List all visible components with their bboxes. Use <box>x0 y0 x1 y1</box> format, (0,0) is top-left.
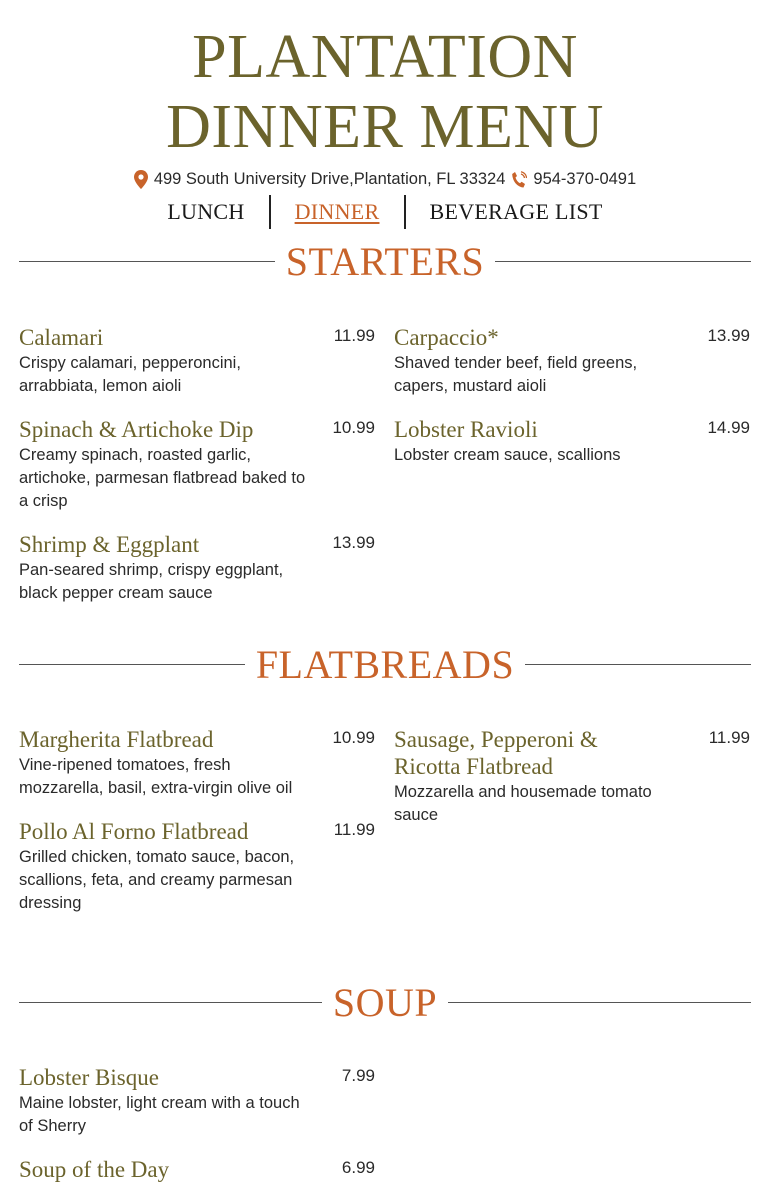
divider-line <box>495 261 751 262</box>
nav-lunch-link[interactable]: LUNCH <box>167 199 245 224</box>
section-title: STARTERS <box>285 238 485 284</box>
menu-item-sausage-pepperoni-ricotta-flatbread <box>394 726 750 827</box>
item-name: Margherita Flatbread <box>19 727 214 752</box>
starters-section <box>19 238 751 284</box>
title-line-1: PLANTATION <box>192 23 578 91</box>
item-name: Pollo Al Forno Flatbread <box>19 819 249 844</box>
menu-nav <box>0 195 770 229</box>
item-description: Maine lobster, light cream with a touch of Sherry <box>19 1094 300 1135</box>
item-name: Calamari <box>19 325 104 350</box>
phone-icon[interactable] <box>511 171 527 189</box>
item-price: 14.99 <box>707 418 750 437</box>
item-description: Pan-seared shrimp, crispy eggplant, black pepper cream sauce <box>19 561 284 602</box>
divider-line <box>19 1002 322 1003</box>
section-heading <box>19 641 751 687</box>
soup-section <box>19 979 751 1025</box>
item-price: 10.99 <box>332 418 375 437</box>
menu-item-carpaccio <box>394 324 750 398</box>
item-name: Lobster Bisque <box>19 1065 159 1090</box>
menu-item-soup-of-the-day <box>19 1156 375 1183</box>
item-description: Lobster cream sauce, scallions <box>394 446 621 464</box>
item-name: Shrimp & Eggplant <box>19 532 200 557</box>
menu-item-spinach-artichoke-dip <box>19 416 375 513</box>
item-name: Spinach & Artichoke Dip <box>19 417 254 442</box>
item-name: Lobster Ravioli <box>394 417 538 442</box>
item-description: Shaved tender beef, field greens, capers, mustard aioli <box>394 354 638 395</box>
page-header <box>0 0 770 229</box>
menu-item-shrimp-eggplant <box>19 531 375 605</box>
menu-item-pollo-al-forno-flatbread <box>19 818 375 915</box>
title-line-2: DINNER MENU <box>166 93 604 161</box>
item-price: 11.99 <box>333 820 375 839</box>
section-title: FLATBREADS <box>255 641 515 687</box>
item-name: Carpaccio* <box>394 325 499 350</box>
menu-item-lobster-bisque <box>19 1064 375 1138</box>
menu-item-margherita-flatbread <box>19 726 375 800</box>
divider-line <box>525 664 751 665</box>
item-price: 13.99 <box>332 533 375 552</box>
map-pin-icon[interactable] <box>134 170 148 189</box>
item-description: Vine-ripened tomatoes, fresh mozzarella, basil, extra-virgin olive oil <box>19 756 293 797</box>
item-price: 7.99 <box>341 1066 375 1085</box>
item-name: Sausage, Pepperoni & Ricotta Flatbread <box>394 727 598 779</box>
item-description: Creamy spinach, roasted garlic, artichoke, parmesan flatbread baked to a crisp <box>19 446 306 510</box>
nav-dinner-link[interactable]: DINNER <box>294 199 380 224</box>
phone-link[interactable]: 954-370-0491 <box>533 170 637 188</box>
flatbreads-section <box>19 641 751 687</box>
item-description: Grilled chicken, tomato sauce, bacon, scallions, feta, and creamy parmesan dressing <box>19 848 295 912</box>
page-title <box>0 22 770 162</box>
item-price: 11.99 <box>708 728 750 747</box>
item-price: 10.99 <box>332 728 375 747</box>
item-price: 13.99 <box>707 326 750 345</box>
item-price: 11.99 <box>333 326 375 345</box>
contact-bar <box>0 170 770 189</box>
item-name: Soup of the Day <box>19 1157 170 1182</box>
menu-item-lobster-ravioli <box>394 416 750 467</box>
address-link[interactable]: 499 South University Drive,Plantation, FL 33324 <box>153 170 506 188</box>
menu-item-calamari <box>19 324 375 398</box>
nav-beverage-link[interactable]: BEVERAGE LIST <box>429 199 603 224</box>
divider-line <box>19 261 275 262</box>
section-heading <box>19 979 751 1025</box>
divider-line <box>19 664 245 665</box>
item-description: Mozzarella and housemade tomato sauce <box>394 783 652 824</box>
divider-line <box>448 1002 751 1003</box>
item-price: 6.99 <box>341 1158 375 1177</box>
item-description: Crispy calamari, pepperoncini, arrabbiata, lemon aioli <box>19 354 241 395</box>
section-heading <box>19 238 751 284</box>
section-title: SOUP <box>332 979 438 1025</box>
